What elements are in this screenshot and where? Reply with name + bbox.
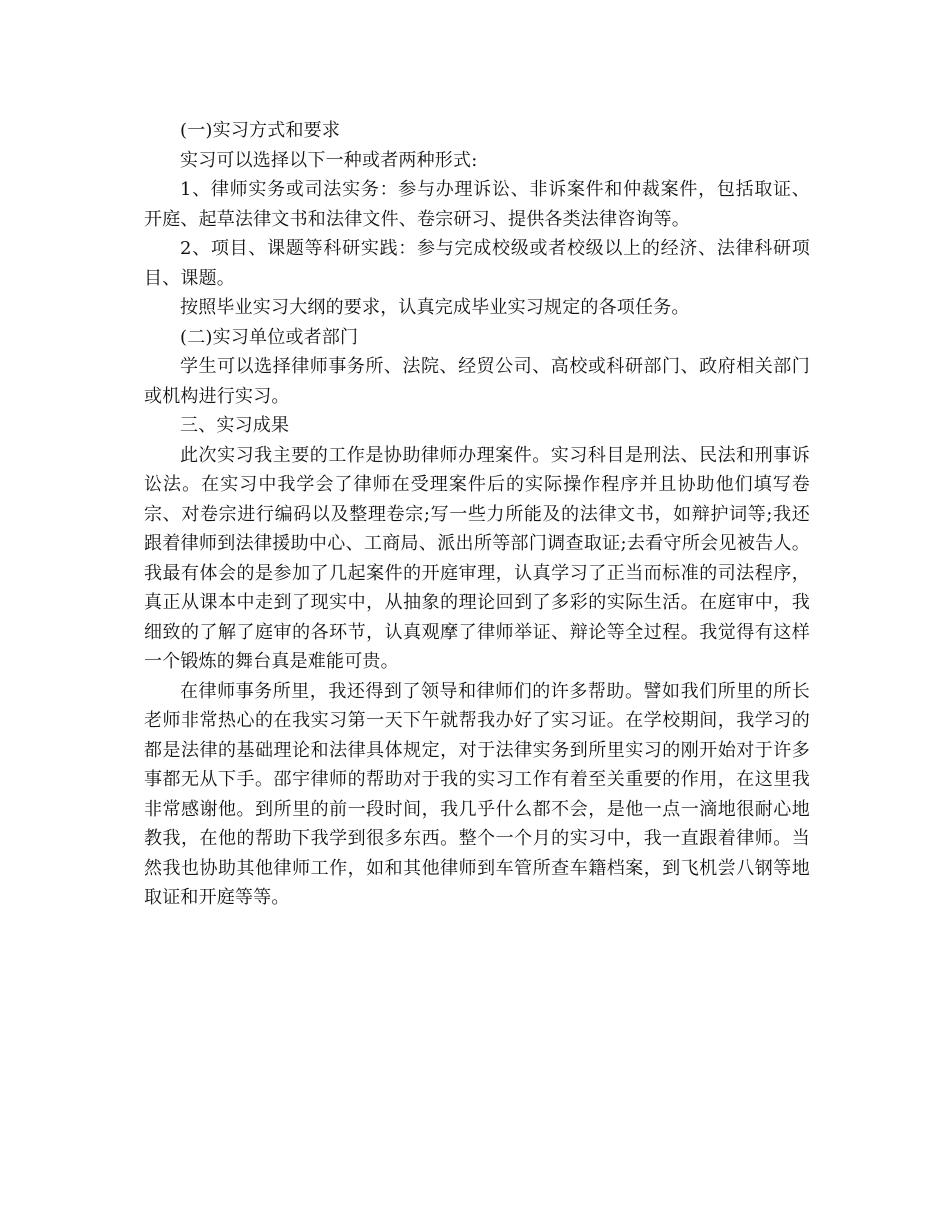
paragraph-practice-unit: 学生可以选择律师事务所、法院、经贸公司、高校或科研部门、政府相关部门或机构进行实习。	[144, 356, 810, 407]
paragraph-results-1: 此次实习我主要的工作是协助律师办理案件。实习科目是刑法、民法和刑事诉讼法。在实习中我学会了律师在受理案件后的实际操作程序并且协助他们填写卷宗、对卷宗进行编码以及整理卷宗;写一些力所能及的法律文书，如辩护词等;我还跟着律师到法律援助中心、工商局、派出所等部门调查取证;去看守所会见被告人。我最有体会的是参加了几起案件的开庭审理，认真学习了正当而标准的司法程序，真正从课本中走到了现实中，从抽象的理论回到了多彩的实际生活。在庭审中，我细致的了解了庭审的各环节，认真观摩了律师举证、辩论等全过程。我觉得有这样一个锻炼的舞台真是难能可贵。	[144, 444, 810, 672]
paragraph-requirements: 按照毕业实习大纲的要求，认真完成毕业实习规定的各项任务。	[180, 297, 690, 318]
section-heading-practice-unit: (二)实习单位或者部门	[180, 326, 359, 348]
document-body	[144, 116, 810, 913]
paragraph-practice-forms: 实习可以选择以下一种或者两种形式:	[180, 149, 478, 171]
paragraph-item-2: 2、项目、课题等科研实践：参与完成校级或者校级以上的经济、法律科研项目、课题。	[144, 238, 810, 289]
section-heading-practice-mode: (一)实习方式和要求	[180, 120, 341, 141]
paragraph-results-2: 在律师事务所里，我还得到了领导和律师们的许多帮助。譬如我们所里的所长老师非常热心的在我实习第一天下午就帮我办好了实习证。在学校期间，我学习的都是法律的基础理论和法律具体规定，对于法律实务到所里实习的刚开始对于许多事都无从下手。邵宇律师的帮助对于我的实习工作有着至关重要的作用，在这里我非常感谢他。到所里的前一段时间，我几乎什么都不会，是他一点一滴地很耐心地教我，在他的帮助下我学到很多东西。整个一个月的实习中，我一直跟着律师。当然我也协助其他律师工作，如和其他律师到车管所查车籍档案，到飞机尝八钢等地取证和开庭等等。	[144, 680, 810, 908]
paragraph-item-1: 1、律师实务或司法实务：参与办理诉讼、非诉案件和仲裁案件，包括取证、开庭、起草法律文书和法律文件、卷宗研习、提供各类法律咨询等。	[144, 179, 810, 230]
section-heading-results: 三、实习成果	[180, 415, 290, 436]
